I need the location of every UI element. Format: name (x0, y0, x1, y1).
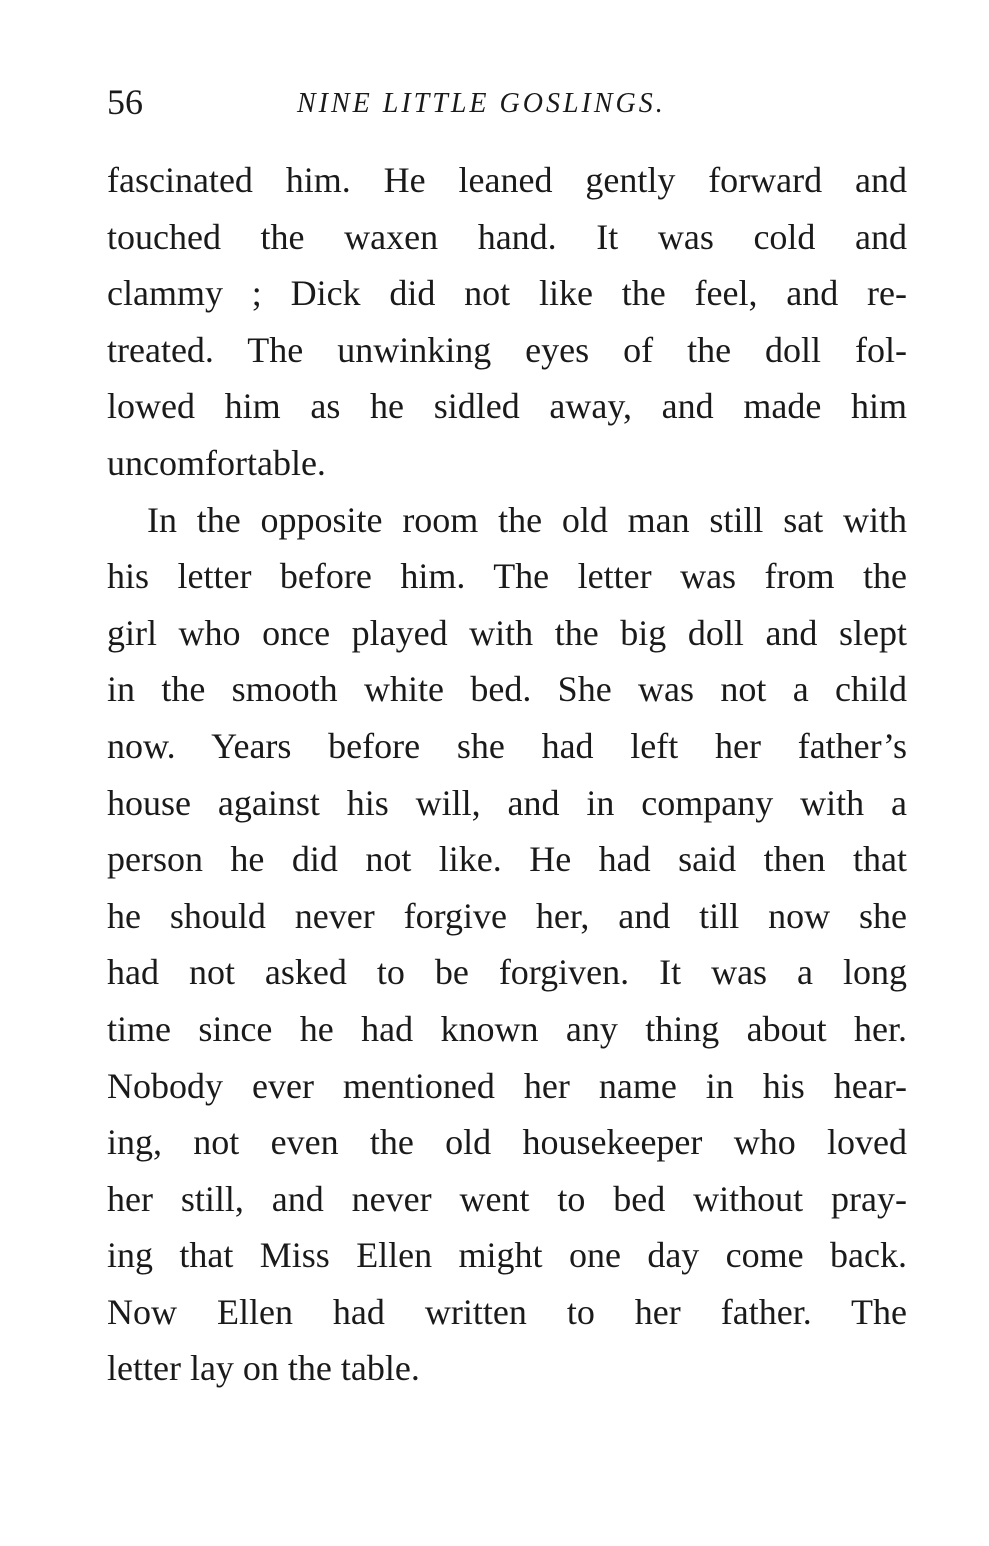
text-line: his letter before him. The letter was from the (107, 556, 907, 597)
page-number: 56 (107, 82, 143, 122)
text-line: letter lay on the table. (107, 1348, 420, 1389)
text-line: treated. The unwinking eyes of the doll fol- (107, 329, 907, 370)
text-line: Nobody ever mentioned her name in his hear- (107, 1065, 907, 1106)
text-line: ing that Miss Ellen might one day come back. (107, 1235, 907, 1276)
text-line: her still, and never went to bed without pray- (107, 1178, 907, 1219)
page-header (107, 80, 907, 124)
text-line: touched the waxen hand. It was cold and (107, 216, 907, 257)
text-line: in the smooth white bed. She was not a child (107, 669, 907, 710)
text-line: girl who once played with the big doll and slept (107, 612, 907, 653)
text-line: person he did not like. He had said then that (107, 839, 907, 880)
text-line: lowed him as he sidled away, and made him (107, 386, 907, 427)
text-line: time since he had known any thing about her. (107, 1008, 907, 1049)
text-line: he should never forgive her, and till now she (107, 895, 907, 936)
running-title: NINE LITTLE GOSLINGS. (297, 88, 666, 119)
paragraph (107, 152, 907, 492)
body-text (107, 152, 907, 1397)
text-line: In the opposite room the old man still sat with (147, 499, 907, 540)
text-line: fascinated him. He leaned gently forward and (107, 160, 907, 200)
text-line: uncomfortable. (107, 442, 326, 483)
paragraph (107, 492, 907, 1398)
text-line: Now Ellen had written to her father. The (107, 1291, 907, 1332)
text-line: now. Years before she had left her father’s (107, 725, 907, 766)
text-line: ing, not even the old housekeeper who loved (107, 1122, 907, 1163)
text-line: clammy ; Dick did not like the feel, and re- (107, 273, 907, 314)
text-line: had not asked to be forgiven. It was a long (107, 952, 907, 993)
text-line: house against his will, and in company with a (107, 782, 907, 823)
